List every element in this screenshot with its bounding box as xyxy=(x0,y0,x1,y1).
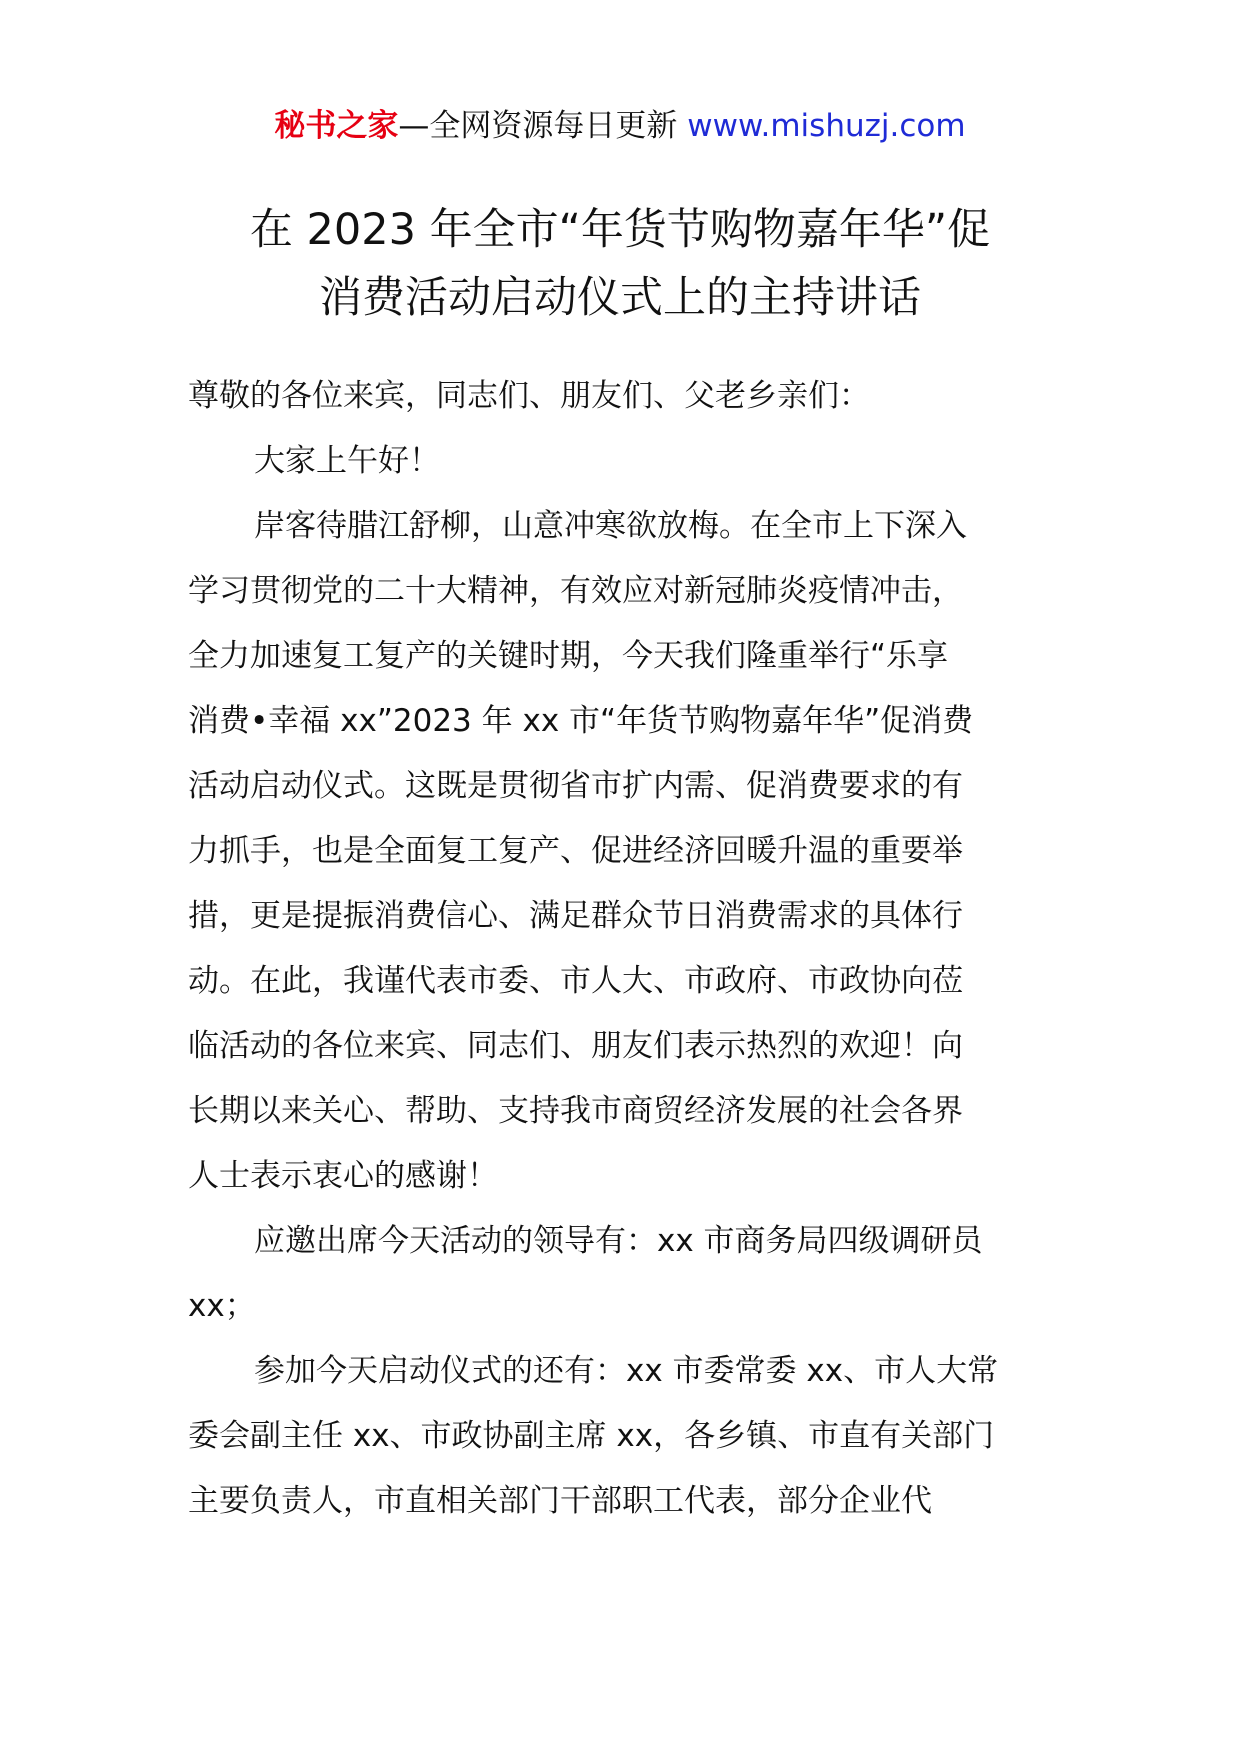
body-text-line: 学习贯彻党的二十大精神，有效应对新冠肺炎疫情冲击， xyxy=(188,573,963,609)
document-title xyxy=(150,196,1090,332)
title-line-2: 消费活动启动仪式上的主持讲话 xyxy=(319,273,921,323)
greeting-line: 大家上午好！ xyxy=(254,443,440,479)
title-line-1: 在 2023 年全市“年货节购物嘉年华”促 xyxy=(249,205,991,255)
body-text-line: 应邀出席今天活动的领导有：xx 市商务局四级调研员 xyxy=(254,1223,983,1259)
body-text-line: 力抓手，也是全面复工复产、促进经济回暖升温的重要举 xyxy=(188,833,963,869)
body-text-line: 主要负责人，市直相关部门干部职工代表，部分企业代 xyxy=(188,1483,932,1519)
body-text-line: 动。在此，我谨代表市委、市人大、市政府、市政协向莅 xyxy=(188,963,963,999)
body-text-line: xx； xyxy=(188,1288,256,1324)
body-text-line: 临活动的各位来宾、同志们、朋友们表示热烈的欢迎！向 xyxy=(188,1028,963,1064)
body-text-line: 人士表示衷心的感谢！ xyxy=(188,1158,498,1194)
body-text-line: 全力加速复工复产的关键时期，今天我们隆重举行“乐享 xyxy=(188,638,949,674)
header-slogan: —全网资源每日更新 xyxy=(398,108,678,144)
body-text-line: 委会副主任 xx、市政协副主席 xx，各乡镇、市直有关部门 xyxy=(188,1418,995,1454)
document-body xyxy=(188,364,1068,1534)
body-text-line: 活动启动仪式。这既是贯彻省市扩内需、促消费要求的有 xyxy=(188,768,963,804)
body-text-line: 措，更是提振消费信心、满足群众节日消费需求的具体行 xyxy=(188,898,963,934)
body-text-line: 长期以来关心、帮助、支持我市商贸经济发展的社会各界 xyxy=(188,1093,963,1129)
body-text-line: 岸客待腊江舒柳，山意冲寒欲放梅。在全市上下深入 xyxy=(254,508,967,544)
brand-name: 秘书之家 xyxy=(274,108,399,144)
salutation-line: 尊敬的各位来宾，同志们、朋友们、父老乡亲们： xyxy=(188,378,870,414)
site-header xyxy=(0,104,1240,148)
site-url-link[interactable]: www.mishuzj.com xyxy=(687,108,966,144)
body-text-line: 参加今天启动仪式的还有：xx 市委常委 xx、市人大常 xyxy=(254,1353,999,1389)
body-text-line: 消费•幸福 xx”2023 年 xx 市“年货节购物嘉年华”促消费 xyxy=(188,703,974,739)
